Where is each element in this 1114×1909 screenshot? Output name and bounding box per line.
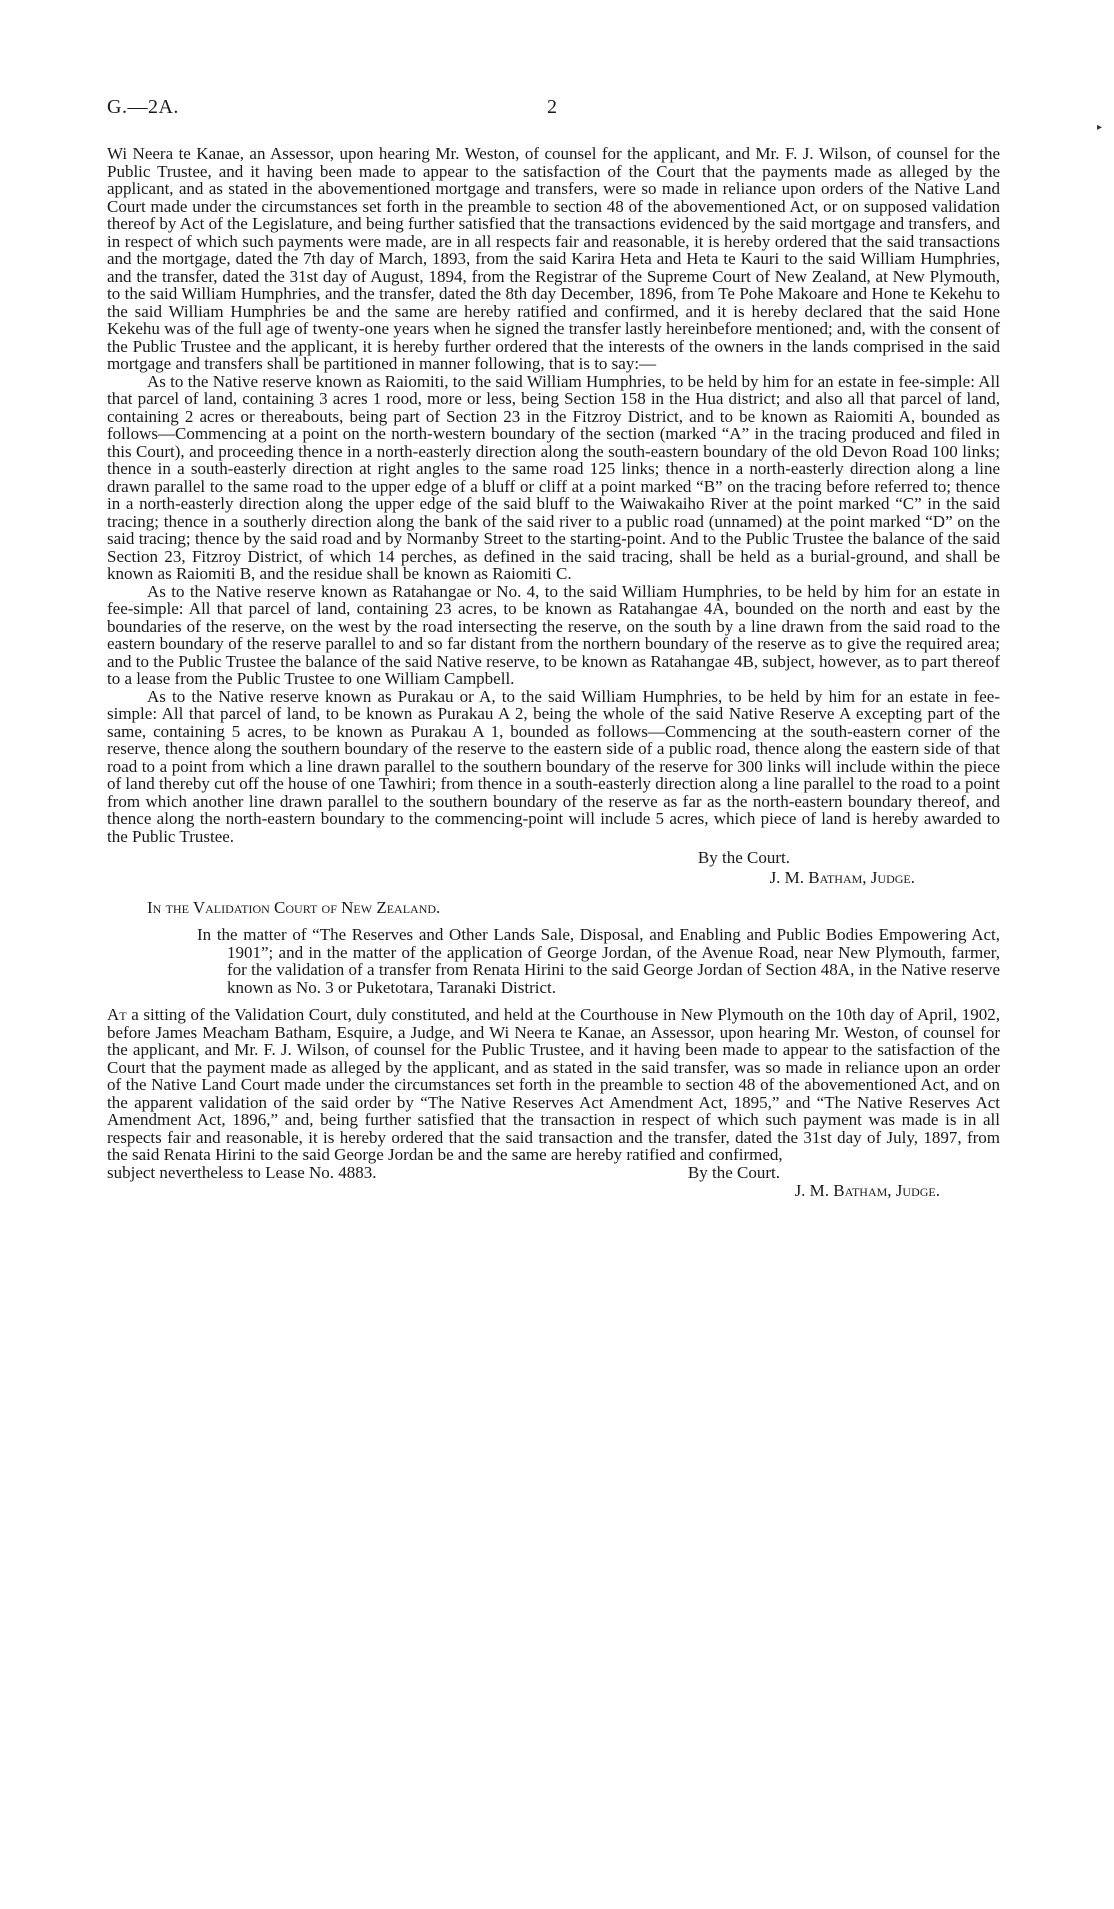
paragraph-order-continuation: Wi Neera te Kanae, an Assessor, upon hearing Mr. Weston, of counsel for the applicant, and Mr. F. J. Wilson, of counsel for the Public Trustee, and it having been made to appear to the satisfaction of the Court that the payments made as alleged by the applicant, and as stated in the abovementioned mortgage and transfers, were so made in reliance upon orders of the Native Land Court made under the circumstances set forth in the preamble to section 48 of the abovementioned Act, or on supposed validation thereof by Act of the Legislature, and being further satisfied that the transactions evidenced by the said mortgage and transfers, and in respect of which such payments were made, are in all respects fair and reasonable, it is hereby ordered that the said transactions and the mortgage, dated the 7th day of March, 1893, from the said Karira Heta and Heta te Kauri to the said William Humphries, and the transfer, dated the 31st day of August, 1894, from the Registrar of the Supreme Court of New Zealand, at New Plymouth, to the said William Humphries, and the transfer, dated the 8th day December, 1896, from Te Pohe Makoare and Hone te Kekehu to the said William Humphries be and the same are hereby ratified and confirmed, and it is hereby declared that the said Hone Kekehu was of the full age of twenty-one years when he signed the transfer lastly hereinbefore mentioned; and, with the consent of the Public Trustee and the applicant, it is hereby further ordered that the interests of the owners in the lands comprised in the said mortgage and transfers shall be partitioned in manner following, that is to say:— [107,144,1000,373]
paragraph-ratahangae: As to the Native reserve known as Ratahangae or No. 4, to the said William Humphries, to be held by him for an estate in fee-simple: All that parcel of land, containing 23 acres, to be known as Ratahangae 4A, bounded on the north and east by the boundaries of the reserve, on the west by the road intersecting the reserve, on the south by a line drawn from the said road to the eastern boundary of the reserve parallel to and so far distant from the northern boundary of the reserve as to give the required area; and to the Public Trustee the balance of the said Native reserve, to be known as Ratahangae 4B, subject, however, as to part thereof to a lease from the Public Trustee to one William Campbell. [107,581,1000,688]
signature-judge: J. M. Batham, Judge. [769,868,915,887]
signature-by-the-court: By the Court. [697,848,790,867]
paragraph-jordan-order-text: a sitting of the Validation Court, duly constituted, and held at the Courthouse in New Plymouth on the 10th day of April, 1902, before James Meacham Batham, Esquire, a Judge, and Wi Neera te Kanae, an Assessor, upon hearing Mr. Weston, of counsel for the applicant, and Mr. F. J. Wilson, of counsel for the Public Trustee, and it having been made to appear to the satisfaction of the Court that the payment made as alleged by the applicant, and as stated in the said transfer, was so made in reliance upon an order of the Native Land Court made under the circumstances set forth in the preamble to section 48 of the abovementioned Act, and on the apparent validation of the said order by “The Native Reserves Act Amendment Act, 1895,” and “The Native Reserves Act Amendment Act, 1896,” and, being further satisfied that the transaction in respect of which such payment was made is in all respects fair and reasonable, it is hereby ordered that the said transaction and the transfer, dated the 31st day of July, 1897, from the said Renata Hirini to the said George Jordan be and the same are hereby ratified and confirmed, [107,1005,1000,1164]
parliamentary-paper-reference: G.—2A. [107,96,179,118]
signature-by-the-court-2: By the Court. [687,1162,780,1182]
paragraph-jordan-order [107,1006,1000,1164]
paragraph-purakau: As to the Native reserve known as Purakau or A, to the said William Humphries, to be held by him for an estate in fee-simple: All that parcel of land, to be known as Purakau A 2, being the whole of the said Native Reserve A excepting part of the same, containing 5 acres, to be known as Purakau A 1, bounded as follows—Commencing at the south-eastern corner of the reserve, thence along the southern boundary of the reserve to the eastern side of a public road, thence along the eastern side of that road to a point from which a line drawn parallel to the southern boundary of the reserve for 300 links will include within the piece of land thereby cut off the house of one Tawhiri; from thence in a south-easterly direction along a line parallel to the road to a point from which another line drawn parallel to the southern boundary of the reserve as far as the north-eastern boundary thereof, and thence along the north-eastern boundary to the commencing-point will include 5 acres, which piece of land is hereby awarded to the Public Trustee. [107,686,1000,846]
court-heading: In the Validation Court of New Zealand. [147,898,441,917]
page-header [107,96,1007,126]
paragraph-raiomiti: As to the Native reserve known as Raiomiti, to the said William Humphries, to be held by him for an estate in fee-simple: All that parcel of land, containing 3 acres 1 rood, more or less, being Section 158 in the Hua district; and also all that parcel of land, containing 2 acres or thereabouts, being part of Section 23 in the Fitzroy District, and to be known as Raiomiti A, bounded as follows—Commencing at a point on the north-western boundary of the section (marked “A” in the tracing produced and filed in this Court), and proceeding thence in a north-easterly direction along the south-eastern boundary of the old Devon Road 100 links; thence in a south-easterly direction at right angles to the same road 125 links; thence in a north-easterly direction along a line drawn parallel to the same road to the upper edge of a bluff or cliff at a point marked “B” on the tracing before referred to; thence in a north-easterly direction along the upper edge of the said bluff to the Waiwakaiho River at the point marked “C” in the said tracing; thence in a southerly direction along the bank of the said river to a public road (unnamed) at the point marked “D” on the said tracing; thence by the said road and by Normanby Street to the starting-point. And to the Public Trustee the balance of the said Section 23, Fitzroy District, of which 14 perches, as defined in the said tracing, shall be held as a burial-ground, and shall be known as Raiomiti B, and the residue shall be known as Raiomiti C. [107,371,1000,583]
margin-mark-icon: ▸ [1096,122,1102,133]
matter-statement: In the matter of “The Reserves and Other Lands Sale, Disposal, and Enabling and Public Bodies Empowering Act, 1901”; and in the matter of the application of George Jordan, of the Avenue Road, near New Plymouth, farmer, for the validation of a transfer from Renata Hirini to the said George Jordan of Section 48A, in the Native reserve known as No. 3 or Puketotara, Taranaki District. [197,925,1000,997]
paragraph-lead-word: At [107,1005,127,1024]
page-number: 2 [547,96,557,118]
signature-judge-2: J. M. Batham, Judge. [794,1181,940,1200]
lease-clause: subject nevertheless to Lease No. 4883. [107,1162,377,1182]
final-line [107,1164,1000,1182]
document-body [107,145,1000,1201]
